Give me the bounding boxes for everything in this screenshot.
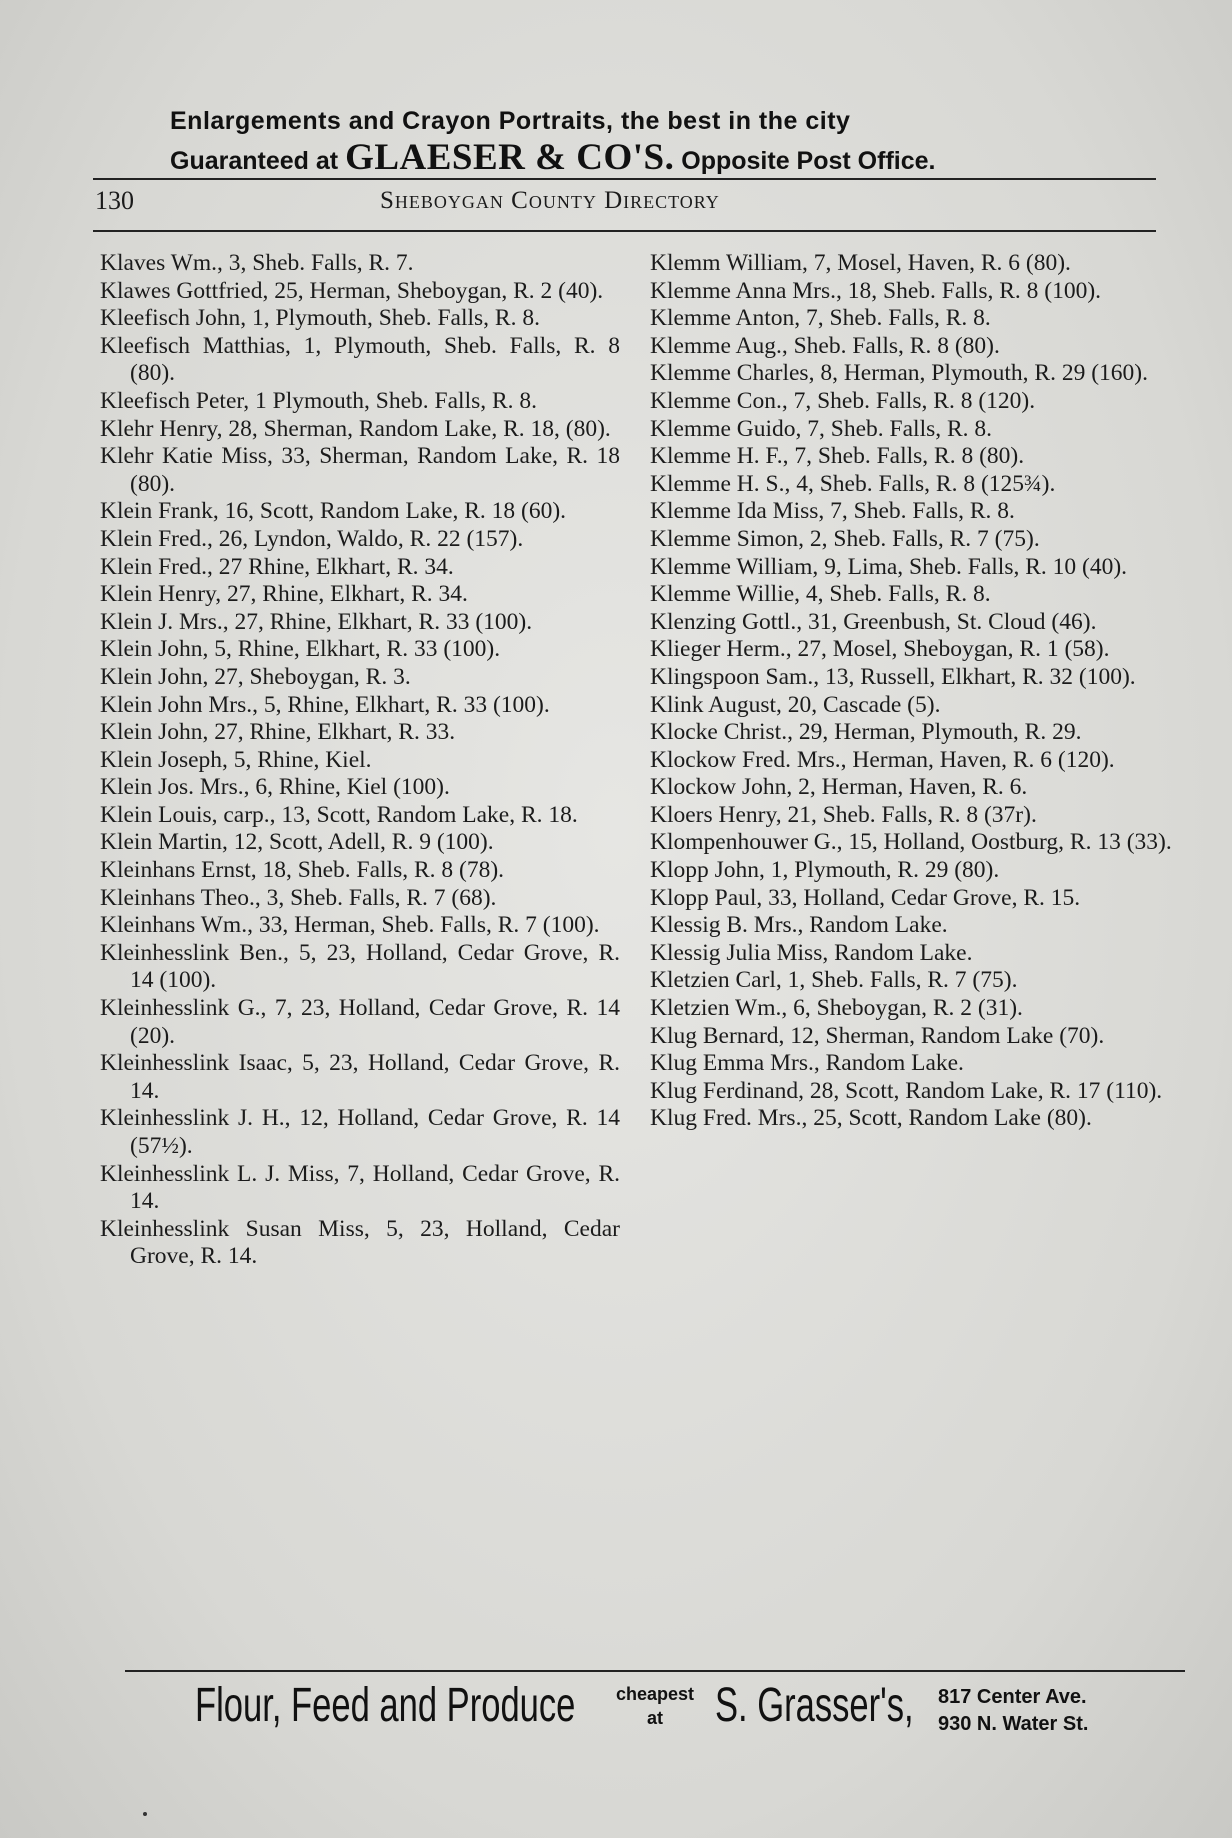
directory-entry: Klockow John, 2, Herman, Haven, R. 6. bbox=[650, 774, 1028, 801]
directory-entry: Klug Ferdinand, 28, Scott, Random Lake, R. 17 (110). bbox=[650, 1077, 1163, 1104]
directory-entry: Klein Frank, 16, Scott, Random Lake, R. 18 (60). bbox=[100, 498, 567, 525]
directory-entry: Klopp John, 1, Plymouth, R. 29 (80). bbox=[650, 857, 1000, 884]
directory-entry: Kleefisch Peter, 1 Plymouth, Sheb. Falls, R. 8. bbox=[100, 387, 538, 414]
ad-address-1: 817 Center Ave. bbox=[938, 1686, 1087, 1708]
directory-entry: Kleinhesslink J. H., 12, Holland, Cedar Grove, R. 14 (57½). bbox=[100, 1105, 620, 1159]
directory-entry: Klein Henry, 27, Rhine, Elkhart, R. 34. bbox=[100, 581, 468, 608]
ad-line-2-post: Opposite Post Office. bbox=[674, 147, 936, 175]
directory-entry: Klieger Herm., 27, Mosel, Sheboygan, R. 1 (58). bbox=[650, 636, 1110, 663]
directory-entry: Klein John, 27, Sheboygan, R. 3. bbox=[100, 663, 411, 690]
directory-entry: Klein Martin, 12, Scott, Adell, R. 9 (100). bbox=[100, 829, 494, 856]
directory-entry: Klopp Paul, 33, Holland, Cedar Grove, R. 15. bbox=[650, 884, 1081, 911]
ad-line-2 bbox=[95, 138, 1145, 181]
ad-cheapest bbox=[610, 1682, 700, 1730]
directory-entry: Klockow Fred. Mrs., Herman, Haven, R. 6 (120). bbox=[650, 746, 1115, 773]
ad-line-2-pre: Guaranteed at bbox=[170, 147, 346, 175]
directory-entry: Klemme Simon, 2, Sheb. Falls, R. 7 (75). bbox=[650, 525, 1040, 552]
directory-entry: Klemme Anton, 7, Sheb. Falls, R. 8. bbox=[650, 305, 991, 332]
directory-entry: Kleinhesslink Ben., 5, 23, Holland, Cedar Grove, R. 14 (100). bbox=[100, 939, 620, 994]
ad-business-name: GLAESER & CO'S. bbox=[345, 137, 675, 178]
directory-entry: Klemme H. S., 4, Sheb. Falls, R. 8 (125¾). bbox=[650, 470, 1056, 497]
directory-entry: Kletzien Carl, 1, Sheb. Falls, R. 7 (75). bbox=[650, 967, 1018, 994]
ad-slogan: Flour, Feed and Produce bbox=[195, 1679, 576, 1732]
directory-entry: Kleinhesslink L. J. Miss, 7, Holland, Cedar Grove, R. 14. bbox=[100, 1160, 620, 1215]
directory-entry: Klocke Christ., 29, Herman, Plymouth, R. 29. bbox=[650, 719, 1082, 746]
directory-entry: Klemme Ida Miss, 7, Sheb. Falls, R. 8. bbox=[650, 498, 1015, 525]
directory-entry: Kleinhans Wm., 33, Herman, Sheb. Falls, R. 7 (100). bbox=[100, 912, 600, 939]
directory-entry: Klein Fred., 27 Rhine, Elkhart, R. 34. bbox=[100, 553, 454, 580]
directory-entry: Klehr Henry, 28, Sherman, Random Lake, R. 18, (80). bbox=[100, 415, 611, 442]
directory-entry: Klug Emma Mrs., Random Lake. bbox=[650, 1050, 964, 1077]
directory-entry: Kleefisch Matthias, 1, Plymouth, Sheb. Falls, R. 8 (80). bbox=[100, 332, 620, 387]
directory-entry: Kleinhesslink Susan Miss, 5, 23, Holland, Cedar Grove, R. 14. bbox=[100, 1215, 620, 1270]
directory-entry: Kleinhans Ernst, 18, Sheb. Falls, R. 8 (78). bbox=[100, 857, 505, 884]
directory-entry: Klug Fred. Mrs., 25, Scott, Random Lake (80). bbox=[650, 1105, 1092, 1132]
directory-entry: Klaves Wm., 3, Sheb. Falls, R. 7. bbox=[100, 250, 414, 276]
page-number: 130 bbox=[95, 186, 134, 215]
directory-entry: Kleefisch John, 1, Plymouth, Sheb. Falls, R. 8. bbox=[100, 305, 540, 332]
directory-entry: Klemme William, 9, Lima, Sheb. Falls, R. 10 (40). bbox=[650, 553, 1128, 580]
directory-entry: Kletzien Wm., 6, Sheboygan, R. 2 (31). bbox=[650, 995, 1023, 1022]
directory-entry: Klemme Willie, 4, Sheb. Falls, R. 8. bbox=[650, 581, 991, 608]
directory-entry: Klessig B. Mrs., Random Lake. bbox=[650, 912, 948, 939]
directory-entry: Klemme Aug., Sheb. Falls, R. 8 (80). bbox=[650, 332, 1000, 359]
directory-entry: Klessig Julia Miss, Random Lake. bbox=[650, 939, 973, 966]
directory-entry: Klemme H. F., 7, Sheb. Falls, R. 8 (80). bbox=[650, 443, 1025, 470]
directory-entry: Klemme Charles, 8, Herman, Plymouth, R. 29 (160). bbox=[650, 360, 1148, 387]
directory-entry: Kloers Henry, 21, Sheb. Falls, R. 8 (37r). bbox=[650, 801, 1037, 828]
page-title: Sheboygan County Directory bbox=[380, 187, 720, 214]
directory-entry: Klein Joseph, 5, Rhine, Kiel. bbox=[100, 746, 372, 773]
print-speck bbox=[143, 1812, 147, 1816]
ad-merchant-name: S. Grasser's, bbox=[715, 1679, 914, 1732]
ad-at-word: at bbox=[646, 1708, 663, 1728]
directory-entry: Klein Jos. Mrs., 6, Rhine, Kiel (100). bbox=[100, 774, 450, 801]
header-rule bbox=[93, 230, 1156, 232]
directory-entry: Klompenhouwer G., 15, Holland, Oostburg, R. 13 (33). bbox=[650, 829, 1172, 856]
ad-addresses bbox=[938, 1684, 1088, 1738]
directory-entry: Kleinhesslink Isaac, 5, 23, Holland, Cedar Grove, R. 14. bbox=[100, 1050, 620, 1104]
directory-entry: Klenzing Gottl., 31, Greenbush, St. Cloud (46). bbox=[650, 608, 1097, 635]
top-ad-rule bbox=[93, 178, 1156, 180]
directory-entry: Klingspoon Sam., 13, Russell, Elkhart, R. 32 (100). bbox=[650, 663, 1136, 690]
directory-entry: Klemme Guido, 7, Sheb. Falls, R. 8. bbox=[650, 415, 993, 442]
ad-cheapest-word: cheapest bbox=[615, 1684, 695, 1704]
directory-entry: Klemme Anna Mrs., 18, Sheb. Falls, R. 8 (100). bbox=[650, 277, 1102, 304]
directory-entry: Kleinhesslink G., 7, 23, Holland, Cedar Grove, R. 14 (20). bbox=[100, 995, 620, 1049]
right-column bbox=[650, 250, 1175, 1133]
ad-line-1: Enlargements and Crayon Portraits, the best in the city bbox=[170, 107, 851, 135]
top-advertisement bbox=[95, 104, 1145, 181]
directory-entry: Klemm William, 7, Mosel, Haven, R. 6 (80). bbox=[650, 250, 1071, 276]
directory-entry: Klehr Katie Miss, 33, Sherman, Random Lake, R. 18 (80). bbox=[100, 443, 620, 497]
directory-entry: Klemme Con., 7, Sheb. Falls, R. 8 (120). bbox=[650, 387, 1036, 414]
left-column bbox=[100, 250, 620, 1271]
directory-entry: Klink August, 20, Cascade (5). bbox=[650, 691, 941, 718]
bottom-advertisement bbox=[195, 1678, 1145, 1748]
ad-address-2: 930 N. Water St. bbox=[938, 1713, 1089, 1735]
directory-entry: Kleinhans Theo., 3, Sheb. Falls, R. 7 (68). bbox=[100, 884, 497, 911]
directory-entry: Klein Fred., 26, Lyndon, Waldo, R. 22 (157). bbox=[100, 525, 524, 552]
directory-entry: Klein J. Mrs., 27, Rhine, Elkhart, R. 33 (100). bbox=[100, 608, 533, 635]
directory-entry: Klein John, 27, Rhine, Elkhart, R. 33. bbox=[100, 719, 456, 746]
directory-entry: Klein John Mrs., 5, Rhine, Elkhart, R. 33 (100). bbox=[100, 691, 550, 718]
directory-entry: Klug Bernard, 12, Sherman, Random Lake (70). bbox=[650, 1022, 1105, 1049]
directory-entry: Klein John, 5, Rhine, Elkhart, R. 33 (100). bbox=[100, 636, 501, 663]
bottom-ad-rule bbox=[125, 1670, 1185, 1672]
page-header bbox=[95, 186, 1155, 222]
directory-entry: Klawes Gottfried, 25, Herman, Sheboygan, R. 2 (40). bbox=[100, 277, 604, 304]
directory-entry: Klein Louis, carp., 13, Scott, Random Lake, R. 18. bbox=[100, 801, 578, 828]
